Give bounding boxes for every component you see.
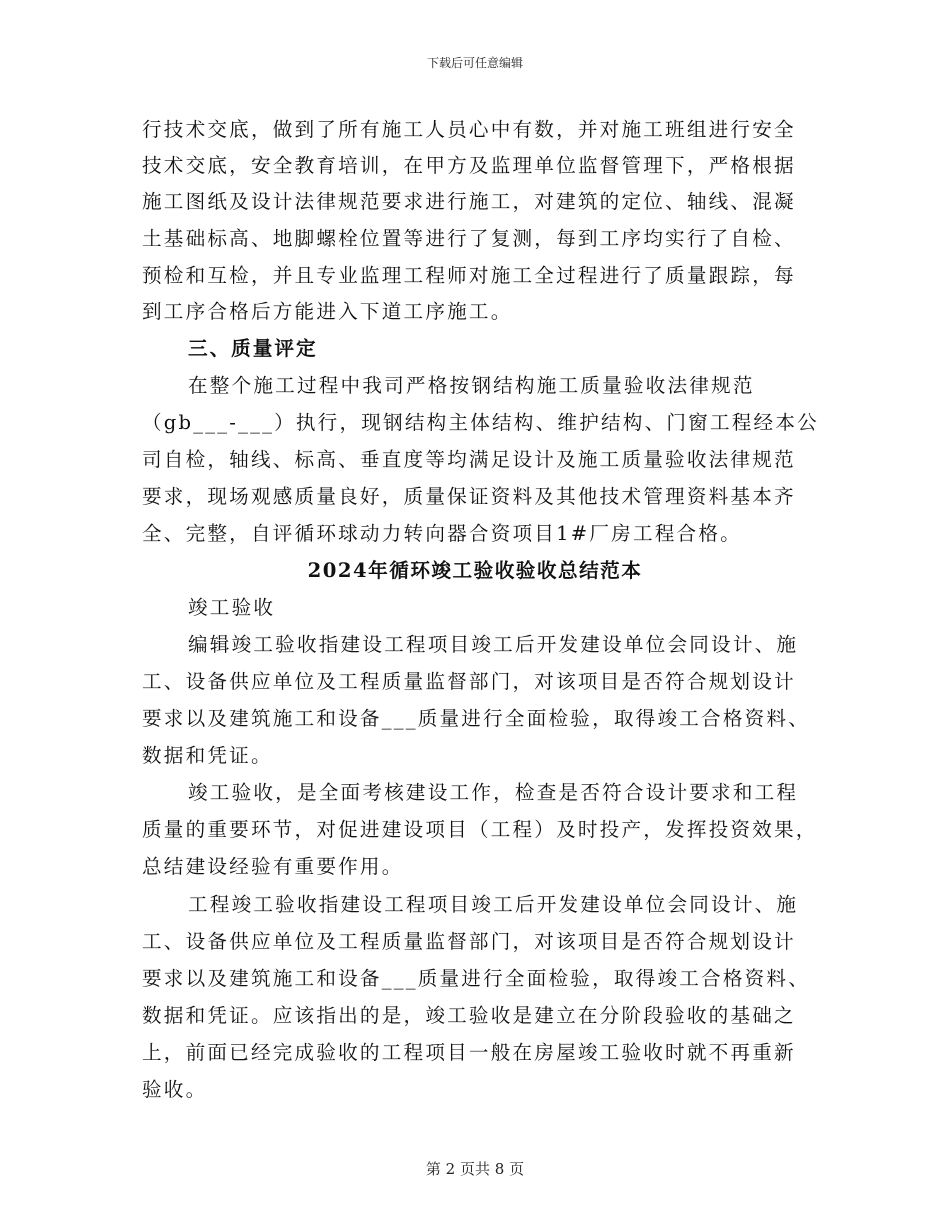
body-line: 施工图纸及设计法律规范要求进行施工，对建筑的定位、轴线、混凝 [142,190,796,213]
body-line: 要求，现场观感质量良好，质量保证资料及其他技术管理资料基本齐 [142,485,796,508]
body-line: 预检和互检，并且专业监理工程师对施工全过程进行了质量跟踪，每 [142,264,796,287]
body-line: （gb___-___）执行，现钢结构主体结构、维护结构、门窗工程经本公 [142,411,819,434]
body-line: 工、设备供应单位及工程质量监督部门，对该项目是否符合规划设计 [142,930,796,953]
document-title: 2024年循环竣工验收验收总结范本 [307,559,643,582]
body-line: 质量的重要环节，对促进建设项目（工程）及时投产，发挥投资效果， [142,818,818,841]
body-line: 司自检，轴线、标高、垂直度等均满足设计及施工质量验收法律规范 [142,448,796,471]
body-line: 上，前面已经完成验收的工程项目一般在房屋竣工验收时就不再重新 [142,1041,796,1064]
body-line: 技术交底，安全教育培训，在甲方及监理单位监督管理下，严格根据 [142,154,796,177]
section-heading: 三、质量评定 [188,337,318,360]
subheading: 竣工验收 [188,596,276,619]
body-line: 总结建设经验有重要作用。 [142,855,404,878]
body-line: 数据和凭证。 [142,744,273,767]
body-line: 数据和凭证。应该指出的是，竣工验收是建立在分阶段验收的基础之 [142,1004,796,1027]
body-line: 全、完整，自评循环球动力转向器合资项目1#厂房工程合格。 [142,522,742,545]
body-line: 要求以及建筑施工和设备___质量进行全面检验，取得竣工合格资料、 [142,967,811,990]
body-line: 土基础标高、地脚螺栓位置等进行了复测，每到工序均实行了自检、 [142,227,796,250]
body-line: 在整个施工过程中我司严格按钢结构施工质量验收法律规范 [188,374,755,397]
body-line: 工程竣工验收指建设工程项目竣工后开发建设单位会同设计、施 [188,893,799,916]
body-line: 行技术交底，做到了所有施工人员心中有数，并对施工班组进行安全 [142,118,796,141]
body-line: 竣工验收，是全面考核建设工作，检查是否符合设计要求和工程 [188,781,799,804]
page-footer: 第 2 页共 8 页 [425,1160,525,1178]
body-line: 编辑竣工验收指建设工程项目竣工后开发建设单位会同设计、施 [188,633,799,656]
body-line: 到工序合格后方能进入下道工序施工。 [142,300,513,323]
body-line: 工、设备供应单位及工程质量监督部门，对该项目是否符合规划设计 [142,670,796,693]
page-header: 下载后可任意编辑 [426,56,523,70]
body-line: 要求以及建筑施工和设备___质量进行全面检验，取得竣工合格资料、 [142,707,811,730]
body-line: 验收。 [142,1078,208,1101]
